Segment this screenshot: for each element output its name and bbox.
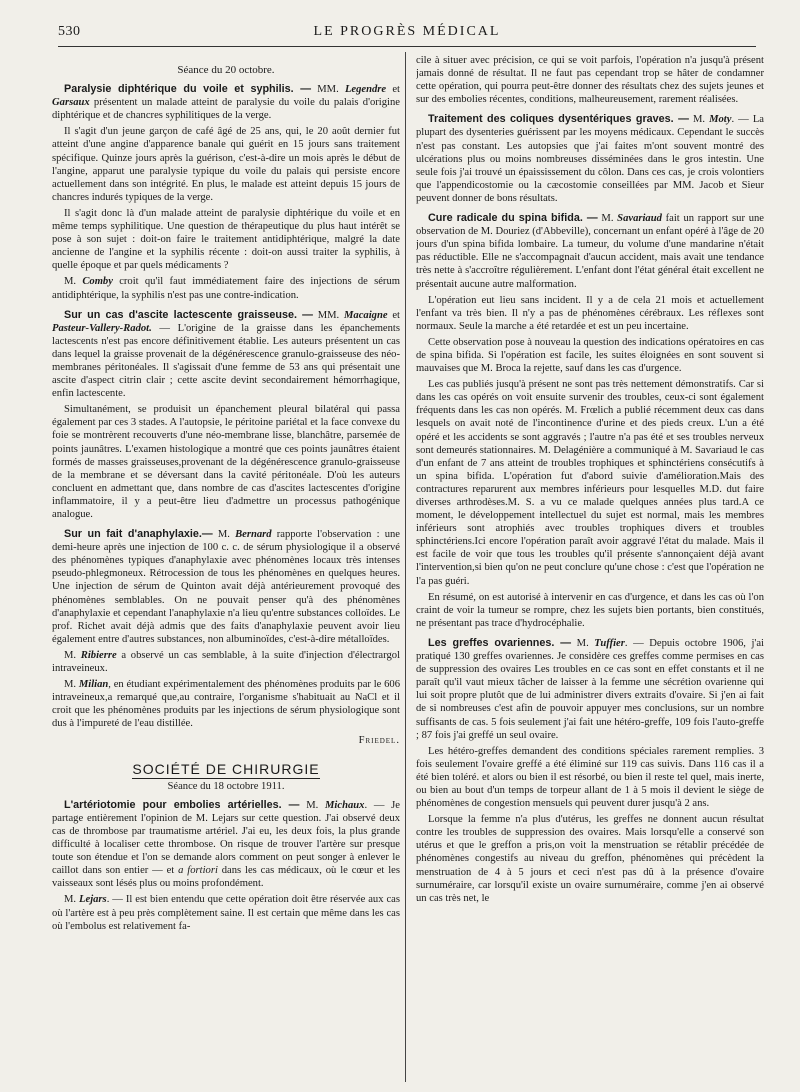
column-divider — [405, 52, 406, 1082]
article-ascite — [52, 309, 400, 522]
article-paragraph: M. Milian, en étudiant expérimentalement des phénomènes produits par le 606 intraveineux,a remarqué que,au contraire, l'organisme s'habituait au NaCl et il croit que les phénomènes produits par les injections de sérum physiologique sont dus à l'impureté de l'eau distillée. — [52, 679, 400, 730]
article-title: Cure radicale du spina bifida. — — [428, 212, 598, 225]
article-paragraph: Cette observation pose à nouveau la question des indications opératoires en cas de spina bifida. Si l'opération est facile, les suites éloignées en sont souvent si mauvaises que M. Broca la rejette, sauf dans les cas d'urgence. — [416, 336, 764, 375]
article-paragraph: Les hétéro-greffes demandent des conditions spéciales rarement remplies. 3 fois seulement l'ovaire greffé a été éliminé sur 119 cas suivis. Dans 116 cas il a été bien toléré. et alors ou bien il est résorbé, ou bien il reste tel quel, mais inerte, ou bien au bout d'un temps de torpeur allant de 1 à 5 mois il devient le siège de phénomènes de congestion mensuels qui peuvent durer jusqu'à 2 ans. — [416, 745, 764, 810]
article-paragraph: Les cas publiés jusqu'à présent ne sont pas très nettement démonstratifs. Car si dans les cas opérés on voit ensuite survenir des troubles, ceux-ci sont également fréquents dans les cas non opérés. M. Frœlich a publié récemment deux cas dans lesquels on avait noté de l'incontinence d'urine et des pieds creux. L'un a été opéré et les accidents se sont aggravés ; l'autre n'a pas été et ses troubles nerveux sont demeurés stationnaires. M. Delagénière a communiqué à M. Savariaud le cas d'un enfant de 7 ans atteint de troubles trophiques et sphinctériens consécutifs à un spina bifida. L'opération fut d'abord suivie d'amélioration.Mais des contractures reparurent aux membres inférieurs pour lesquelles M.D. dut faire diverses arthrodèses.M. S. a vu ce malade quelques années plus tard.A ce moment, le développement intellectuel du sujet est normal, mais les membres inférieurs sont atrophiés avec troubles trophiques divers et troubles sphinctériens.Ici encore l'opération paraît avoir aggravé l'état du malade. Mais il est facile de voir que tous les troubles qu'il présente s'annonçaient déjà avant l'intervention,si bien qu'on ne peut conclure qu'une chose : c'est que l'opération ne l'a pas guéri. — [416, 379, 764, 587]
article-anaphylaxie — [52, 528, 400, 747]
article-paragraph: Les greffes ovariennes. — M. Tuffier. — Depuis octobre 1906, j'ai pratiqué 130 greffes ovariennes. Je considère ces greffes comme permises en cas de suppression des ovaires Les troubles en ce cas sont en effet constants et il ne paraît qu'il vaut mieux tâcher de laisser à la femme une sécrétion ovarienne qui lui soit propre plutôt que de lui administrer divers extraits d'ovaire. Si j'en ai fait de si nombreuses c'est afin de pouvoir appuyer mes conclusions, sur un nombre suffisants de cas. 5 fois seulement j'ai fait une hétéro-greffe, 109 fois l'auto-greffe ; 87 fois j'ai greffé un seul ovaire. — [416, 636, 764, 741]
session-date: Séance du 18 octobre 1911. — [167, 780, 285, 792]
right-column — [416, 54, 764, 1080]
article-paragraph: L'opération eut lieu sans incident. Il y a de cela 21 mois et actuellement l'enfant va très bien. Il n'y a pas de phénomènes cérébraux. Les réflexes sont normaux. Seule la marche a été retardée et est un peu incertaine. — [416, 294, 764, 332]
article-paragraph: Cure radicale du spina bifida. — M. Savariaud fait un rapport sur une observation de M. Douriez (d'Abbeville), concernant un enfant opéré à l'âge de 20 jours d'un spina bifida lombaire. La tumeur, du volume d'une mandarine n'était pas réductible. Elle ne s'accompagnait d'aucun accident, mais avait une tendance très nette à s'accroître régulièrement. L'enfant dont l'état général était excellent ne présentait aucune autre malformation. — [416, 212, 764, 290]
article-paragraph: Il s'agit donc là d'un malade atteint de paralysie diphtérique du voile et en même temps syphilitique. Une question de thérapeutique du plus haut intérêt se pose à son sujet : doit-on faire le traitement antidiphtérique, malgré la date ancienne de l'angine et la syphilis récente : doit-on aussi traiter la syphilis, à quelle époque et par quels médicaments ? — [52, 207, 400, 272]
article-paragraph: M. Ribierre a observé un cas semblable, à la suite d'injection d'électrargol intraveineux. — [52, 649, 400, 675]
article-arteriotomie — [52, 799, 400, 933]
author-name: Moty — [709, 114, 732, 126]
left-column — [52, 54, 400, 1080]
article-paragraph: Lorsque la femme n'a plus d'utérus, les greffes ne donnent aucun résultat contre les troubles de suppression des ovaires. Mais lorsqu'elle a conservé son utérus et que le greffon a pris,on voit la menstruation se rétablir précédée de phénomènes congestifs au niveau du greffon, phénomènes qui précèdent la menstruation de 4 à 5 jours et ceci n'est pas dû à la présence d'ovaire surnuméraire, car lorsqu'il existe un ovaire surnuméraire, comme j'en ai observé un cas très net, le — [416, 814, 764, 904]
article-greffes — [416, 637, 764, 905]
page-number: 530 — [58, 24, 81, 39]
author-name: Garsaux — [52, 97, 90, 109]
page-header — [58, 24, 756, 46]
article-paragraph: Il s'agit d'un jeune garçon de café âgé de 25 ans, qui, le 20 août dernier fut atteint d'une angine d'apparence banale qui guérit en 15 jours sans traitement spécifique. Quinze jours après la guérison, c'est-à-dire un mois après le début de l'angine, apparut une paralysie typique du voile du palais qui persiste encore actuellement dans son intégrité. En plus, le malade est atteint depuis 15 jours de chancres indurés typiques de la verge. — [52, 126, 400, 203]
article-paralysie — [52, 83, 400, 302]
article-paragraph: cile à situer avec précision, ce qui se voit parfois, l'opération n'a jusqu'à présent jamais donné de résultat. Il ne faut pas cependant trop se hâter de condamner cette opération, qui pourra peut-être donner des résultats chez des sujets jeunes et sur des embolies récentes, conditions, malheureusement, rarement réalisées. — [416, 55, 764, 106]
article-title: Traitement des coliques dysentériques graves. — — [428, 113, 689, 126]
article-title: Sur un fait d'anaphylaxie.— — [64, 528, 213, 541]
author-name: Legendre — [344, 84, 387, 96]
author-name: Tuffier — [594, 637, 625, 649]
session-date: Séance du 20 octobre. — [177, 64, 275, 76]
author-name: Milian — [78, 679, 109, 691]
article-paragraph: Paralysie diphtérique du voile et syphilis. — MM. Legendre et Garsaux présentent un malade atteint de paralysie du voile du palais d'origine diphtérique et de chancres syphilitiques de la verge. — [52, 83, 400, 122]
article-paragraph: M. Comby croit qu'il faut immédiatement faire des injections de sérum antidiphtérique, la syphilis n'est pas une contre-indication. — [52, 276, 400, 301]
signature: Friedel. — [358, 734, 400, 746]
article-paragraph: Simultanément, se produisit un épanchement pleural bilatéral qui passa également par ces 3 stades. A l'autopsie, le péritoine pariétal et la face convexe du foie se montrèrent recouverts d'une néo-membrane lisse, blanchâtre, parsemée de points jaunâtres. L'examen histologique a montré que ces points jaunâtres étaient formés de masses graisseuses,provenant de la dégénérescence granulo-graisseuse de la membrane et se déversant dans la cavité péritonéale. D'où les auteurs concluent en admettant que, dans nombre de cas d'ascites lactescentes d'origine inflammatoire, il y a peut-être lieu d'admettre un processus pathogénique analogue. — [52, 404, 400, 520]
article-spina-bifida — [416, 212, 764, 630]
article-title: Paralysie diphtérique du voile et syphilis. — — [64, 83, 312, 96]
header-rule — [58, 46, 756, 47]
author-name: Macaigne — [344, 309, 388, 321]
author-name: Lejars — [79, 894, 107, 906]
author-name: Ribierre — [80, 649, 117, 661]
article-paragraph: Traitement des coliques dysentériques graves. — M. Moty. — La plupart des dysenteries guérissent par les moyens médicaux. Cependant le succès n'est pas constant. Les autopsies que j'ai faites m'ont souvent montré des ulcérations plus ou moins nombreuses disséminées dans le gros intestin. Une seule fois j'ai trouvé un épaississement du côlon. Dans ces cas, je crois volontiers que l'appendicostomie ou la cæcostomie conseillées par MM. Jacob et Sieur peuvent donner de bons résultats. — [416, 113, 764, 204]
author-name: Bernard — [235, 529, 272, 541]
author-name: Michaux — [325, 799, 365, 811]
society-heading: SOCIÉTÉ DE CHIRURGIE — [132, 760, 320, 777]
article-paragraph: M. Lejars. — Il est bien entendu que cette opération doit être réservée aux cas où l'artère est à peu près complètement saine. Il est certain que même dans les cas où l'embolus est relativement fa- — [52, 894, 400, 932]
article-paragraph: L'artériotomie pour embolies artérielles. — M. Michaux. — Je partage entièrement l'opinion de M. Lejars sur cette question. J'ai observé deux cas de thrombose par traumatisme artériel. J'ai eu, les deux fois, la plus grande difficulté à localiser cette thrombose. On risque de trouver l'artère sur presque toute son étendue et l'on se demande alors comment on peut songer à enlever le caillot dans son entier — et a fortiori dans les cas médicaux, où le cœur et les vaisseaux sont lésés plus ou moins profondément. — [52, 798, 400, 890]
article-title: Les greffes ovariennes. — — [428, 636, 572, 649]
journal-title: LE PROGRÈS MÉDICAL — [313, 24, 501, 39]
article-title: Sur un cas d'ascite lactescente graisseuse. — — [64, 308, 313, 321]
author-name: Comby — [82, 276, 113, 288]
author-name: Savariaud — [617, 213, 662, 225]
article-paragraph: Sur un cas d'ascite lactescente graisseuse. — MM. Macaigne et Pasteur-Vallery-Radot. — L'origine de la graisse dans les épanchements lactescents n'est pas encore définitivement établie. Les auteurs présentent un cas dans lequel la graisse provenait de la dégénérescence granulo-graisseuse des néo-membranes péritonéales. Il s'agissait d'une femme de 53 ans qui présentait une ascite d'aspect citrin clair ; cette ascite devint secondairement hémorrhagique, enfin lactescente. — [52, 308, 400, 400]
article-title: L'artériotomie pour embolies artérielles. — — [64, 798, 300, 811]
article-dysenterie — [416, 113, 764, 205]
article-paragraph: En résumé, on est autorisé à intervenir en cas d'urgence, et dans les cas où l'on craint de voir la tumeur se rompre, chez les sujets bien portants, bien constitués, ne présentant pas trace d'hydrocéphalie. — [416, 591, 764, 629]
article-paragraph: Sur un fait d'anaphylaxie.— M. Bernard rapporte l'observation : une demi-heure après une injection de 100 c. c. de sérum physiologique il a observé des phénomènes typiques d'anaphylaxie avec phénomènes locaux très intenses pseudo-phlegmoneux. Rétrocession de tous les phénomènes en quelques heures. Une injection de sérum de Quinton avait déjà antérieurement provoqué des phénomènes semblables. On ne pouvait penser qu'à des phénomènes d'anaphylaxie et cependant l'anaphylaxie n'a lieu qu'entre substances colloïdes. Le prof. Richet avait déjà admis que des faits d'anaphylaxie peuvent avoir lieu également entre d'autres substances, non albuminoïdes, c'est-à-dire métalloïdes. — [52, 528, 400, 645]
author-name: Pasteur-Vallery-Radot. — [52, 322, 152, 334]
